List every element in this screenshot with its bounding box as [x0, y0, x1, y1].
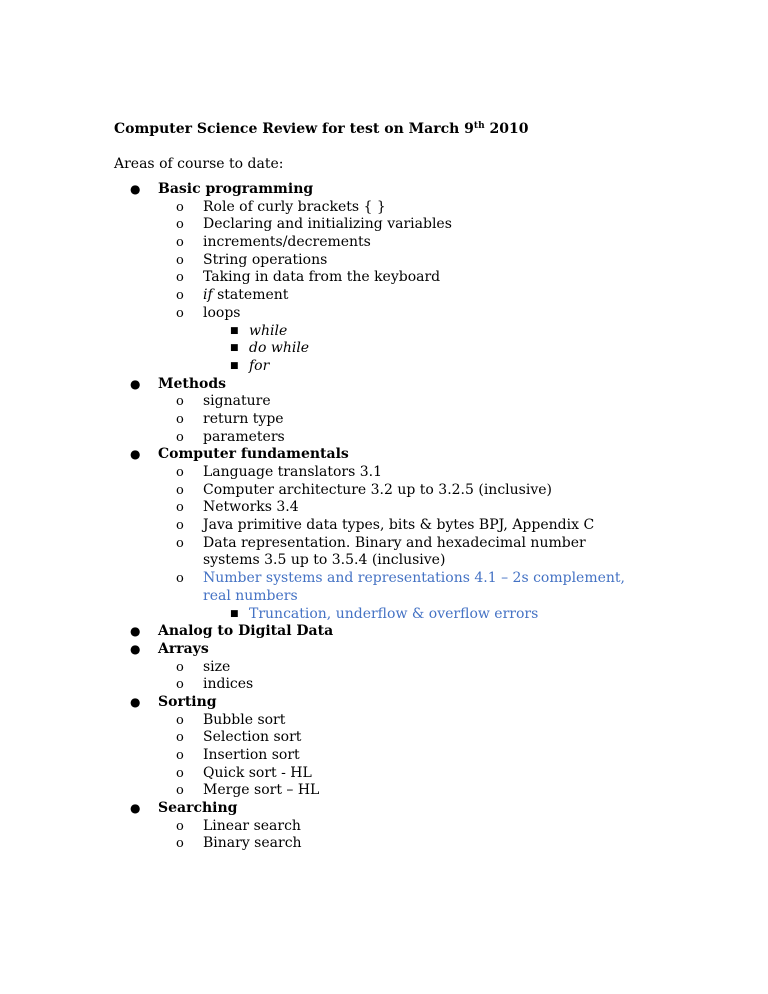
section-methods — [0, 376, 768, 394]
list-item-text: parameters — [203, 428, 285, 445]
topic-outline — [0, 181, 768, 853]
list-item — [0, 411, 768, 429]
circle-bullet-icon: o — [176, 270, 184, 286]
loop-item — [0, 358, 768, 376]
if-rest-text: statement — [212, 287, 289, 304]
section-searching — [0, 800, 768, 818]
circle-bullet-icon: o — [176, 305, 184, 321]
bullet-icon: ● — [130, 376, 141, 391]
list-item-text: Declaring and initializing variables — [203, 216, 452, 233]
loop-item-text: do while — [249, 340, 310, 357]
list-item — [0, 676, 768, 694]
list-item-text: Binary search — [203, 835, 302, 852]
circle-bullet-icon: o — [176, 252, 184, 268]
circle-bullet-icon: o — [176, 571, 184, 587]
loop-item — [0, 340, 768, 358]
circle-bullet-icon: o — [176, 677, 184, 693]
bullet-icon: ● — [130, 447, 141, 462]
square-bullet-icon: ■ — [230, 608, 239, 619]
list-item-text: size — [203, 658, 231, 675]
sub-item-text: Truncation, underflow & overflow errors — [249, 605, 539, 622]
circle-bullet-icon: o — [176, 818, 184, 834]
list-item-text: Linear search — [203, 817, 301, 834]
section-basic-programming — [0, 181, 768, 199]
list-item-text: return type — [203, 410, 284, 427]
list-item — [0, 818, 768, 836]
loop-item-text: while — [249, 322, 288, 339]
circle-bullet-icon: o — [176, 535, 184, 551]
sub-item-errors — [0, 606, 768, 624]
list-item-text: Taking in data from the keyboard — [203, 269, 441, 286]
list-item-text: Number systems and representations 4.1 – 2s complement, real numbers — [203, 570, 625, 604]
list-item-text: increments/decrements — [203, 234, 371, 251]
circle-bullet-icon: o — [176, 500, 184, 516]
square-bullet-icon: ■ — [230, 325, 239, 336]
list-item-text: Language translators 3.1 — [203, 464, 383, 480]
list-item — [0, 535, 768, 570]
list-item — [0, 234, 768, 252]
list-item — [0, 499, 768, 517]
section-arrays — [0, 641, 768, 659]
list-item — [0, 729, 768, 747]
section-label: Methods — [158, 375, 227, 392]
list-item-number-systems — [0, 570, 768, 605]
circle-bullet-icon: o — [176, 765, 184, 781]
circle-bullet-icon: o — [176, 394, 184, 410]
list-item — [0, 712, 768, 730]
list-item — [0, 393, 768, 411]
list-item — [0, 269, 768, 287]
circle-bullet-icon: o — [176, 836, 184, 852]
circle-bullet-icon: o — [176, 518, 184, 534]
bullet-icon: ● — [130, 801, 141, 816]
list-item — [0, 517, 768, 535]
intro-text: Areas of course to date: — [114, 156, 284, 172]
list-item-text: Bubble sort — [203, 711, 286, 728]
title-year: 2010 — [484, 121, 529, 137]
section-computer-fundamentals — [0, 446, 768, 464]
list-item-loops — [0, 305, 768, 323]
section-label: Basic programming — [158, 181, 314, 197]
list-item-text: signature — [203, 393, 271, 410]
list-item-text: Merge sort – HL — [203, 782, 320, 799]
section-label: Analog to Digital Data — [158, 623, 334, 640]
title-text: Computer Science Review for test on March 9 — [114, 121, 474, 137]
list-item-text: Computer architecture 3.2 up to 3.2.5 (inclusive) — [203, 481, 552, 498]
list-item-text: loops — [203, 304, 241, 321]
list-item — [0, 765, 768, 783]
list-item-text: Java primitive data types, bits & bytes BPJ, Appendix C — [203, 517, 595, 534]
circle-bullet-icon: o — [176, 465, 184, 480]
section-label: Arrays — [158, 640, 209, 657]
circle-bullet-icon: o — [176, 482, 184, 498]
section-label: Searching — [158, 800, 238, 817]
list-item-text: Networks 3.4 — [203, 499, 299, 516]
circle-bullet-icon: o — [176, 712, 184, 728]
section-label: Sorting — [158, 693, 217, 710]
list-item — [0, 747, 768, 765]
circle-bullet-icon: o — [176, 217, 184, 233]
list-item — [0, 782, 768, 800]
if-keyword: if — [203, 287, 213, 304]
list-item-text: indices — [203, 676, 254, 693]
bullet-icon: ● — [130, 182, 141, 196]
circle-bullet-icon: o — [176, 235, 184, 251]
list-item — [0, 429, 768, 447]
section-label: Computer fundamentals — [158, 446, 349, 463]
list-item — [0, 199, 768, 217]
list-item — [0, 464, 768, 482]
bullet-icon: ● — [130, 624, 141, 639]
loop-item-text: for — [249, 357, 270, 374]
list-item-text: Insertion sort — [203, 747, 300, 764]
circle-bullet-icon: o — [176, 659, 184, 675]
list-item-text: Quick sort - HL — [203, 764, 312, 781]
list-item-text: Data representation. Binary and hexadecimal number systems 3.5 up to 3.5.4 (inclusive) — [203, 534, 586, 569]
circle-bullet-icon: o — [176, 730, 184, 746]
section-analog-digital — [0, 623, 768, 641]
circle-bullet-icon: o — [176, 429, 184, 445]
bullet-icon: ● — [130, 641, 141, 656]
list-item-if-statement — [0, 287, 768, 305]
list-item — [0, 482, 768, 500]
square-bullet-icon: ■ — [230, 360, 239, 371]
list-item-text: String operations — [203, 251, 328, 268]
list-item-text: Role of curly brackets { } — [203, 198, 386, 215]
list-item — [0, 216, 768, 234]
circle-bullet-icon: o — [176, 288, 184, 304]
list-item — [0, 835, 768, 853]
list-item — [0, 252, 768, 270]
square-bullet-icon: ■ — [230, 343, 239, 354]
list-item — [0, 659, 768, 677]
circle-bullet-icon: o — [176, 748, 184, 764]
bullet-icon: ● — [130, 694, 141, 709]
list-item-text: Selection sort — [203, 729, 302, 746]
title-superscript: th — [473, 121, 485, 131]
page-title — [114, 121, 528, 137]
circle-bullet-icon: o — [176, 411, 184, 427]
loop-item — [0, 323, 768, 341]
section-sorting — [0, 694, 768, 712]
circle-bullet-icon: o — [176, 783, 184, 799]
circle-bullet-icon: o — [176, 199, 184, 215]
